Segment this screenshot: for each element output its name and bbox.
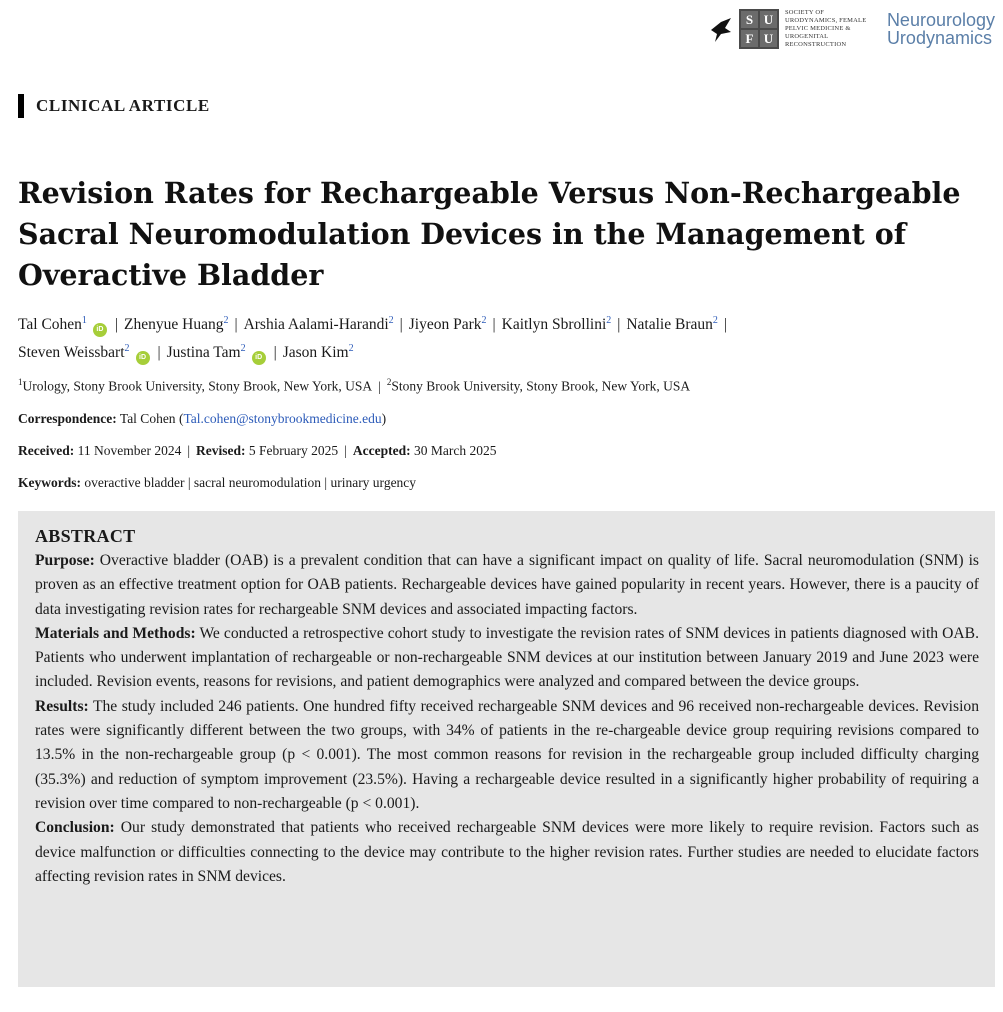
journal-header-logos [709, 8, 995, 50]
author[interactable]: Jason Kim$^2$ [282, 343, 354, 362]
abstract-results: Results: The study included 246 patients. One hundred fifty received rechargeable SNM devices and 96 received non-rechargeable devices. Revision rates were significantly different between the two groups, with 34% of patients in the re-chargeable device group requiring revisions compared to 13.5% in the non-rechargeable group (p < 0.001). The most common reasons for revision in the rechargeable group included difficulty charging (35.3%) and reduction of symptom improvement (23.5%). Having a rechargeable device resulted in a significantly higher probability of requiring a revision over time compared to non-rechargeable (p < 0.001). [35, 697, 979, 812]
abstract-heading: ABSTRACT [35, 526, 136, 546]
article-type-bar [18, 94, 24, 118]
keyword[interactable]: urinary urgency [330, 475, 417, 490]
author[interactable]: Tal Cohen$^1$ [18, 315, 87, 334]
abstract-methods: Materials and Methods: We conducted a retrospective cohort study to investigate the revision rates of SNM devices in patients diagnosed with OAB. Patients who underwent implantation of rechargeable or non-rechargeable SNM devices at our institution between January 2019 and June 2023 were included. Revision events, reasons for revisions, and patient demographics were analyzed and compared between the device groups. [35, 624, 979, 691]
abstract-purpose: Purpose: Overactive bladder (OAB) is a prevalent condition that can have a significant impact on quality of life. Sacral neuromodulation (SNM) is proven as an effective treatment option for OAB patients. Rechargeable devices have gained popularity in recent years. However, there is a paucity of data investigating revision rates for rechargeable SNM devices and associated impacting factors. [35, 552, 979, 618]
email-link[interactable]: Tal.cohen@stonybrookmedicine.edu [183, 411, 382, 426]
author[interactable]: Justina Tam$^2$ [166, 343, 246, 362]
abstract-conclusion: Conclusion: Our study demonstrated that patients who received rechargeable SNM devices were more likely to require revision. Factors such as device malfunction or difficulties connecting to the device may contribute to the higher revision rates. Further studies are needed to elucidate factors affecting revision rates in SNM devices. [35, 819, 979, 885]
sufu-logo: S U F U [739, 9, 779, 49]
journal-logo: Neurourology Urodynamics [886, 10, 995, 48]
sufu-bird-icon [709, 12, 733, 46]
orcid-icon[interactable]: iD [136, 351, 150, 365]
article-title: Revision Rates for Rechargeable Versus Non-Rechargeable Sacral Neuromodulation Devices in the Management of Overactive Bladder [18, 176, 961, 292]
correspondence: Correspondence: Tal Cohen (Tal.cohen@stonybrookmedicine.edu) [18, 411, 387, 426]
author[interactable]: Kaitlyn Sbrollini$^2$ [501, 315, 612, 334]
author[interactable]: Jiyeon Park$^2$ [408, 315, 487, 334]
keyword[interactable]: sacral neuromodulation [193, 475, 321, 490]
author[interactable]: Steven Weissbart$^2$ [18, 343, 130, 362]
article-type-label: CLINICAL ARTICLE [36, 96, 210, 115]
sufu-society-name: SOCIETY OF URODYNAMICS, FEMALE PELVIC MEDICINE & UROGENITAL RECONSTRUCTION [784, 9, 867, 48]
author-list: Tal Cohen$^1$iD | Zhenyue Huang$^2$ | Arshia Aalami-Harandi$^2$ | Jiyeon Park$^2$ | Kaitlyn Sbrollini$^2$ | Natalie Braun$^2$ | Steven Weissbart$^2$iD | Justina Tam$^2$iD | Jason Kim$^2$ [18, 309, 993, 365]
orcid-icon[interactable]: iD [93, 323, 107, 337]
abstract-box [18, 511, 995, 987]
keyword[interactable]: overactive bladder [84, 475, 185, 490]
author[interactable]: Arshia Aalami-Harandi$^2$ [243, 315, 394, 334]
article-dates: Received: 11 November 2024 | Revised: 5 February 2025 | Accepted: 30 March 2025 [18, 443, 497, 458]
article-type [18, 94, 210, 118]
author[interactable]: Zhenyue Huang$^2$ [124, 315, 229, 334]
author[interactable]: Natalie Braun$^2$ [626, 315, 718, 334]
keywords: Keywords: overactive bladder | sacral neuromodulation | urinary urgency [18, 475, 417, 490]
orcid-icon[interactable]: iD [252, 351, 266, 365]
affiliations: $^1$Urology, Stony Brook University, Stony Brook, New York, USA | $^2$Stony Brook University, Stony Brook, New York, USA [18, 377, 691, 394]
